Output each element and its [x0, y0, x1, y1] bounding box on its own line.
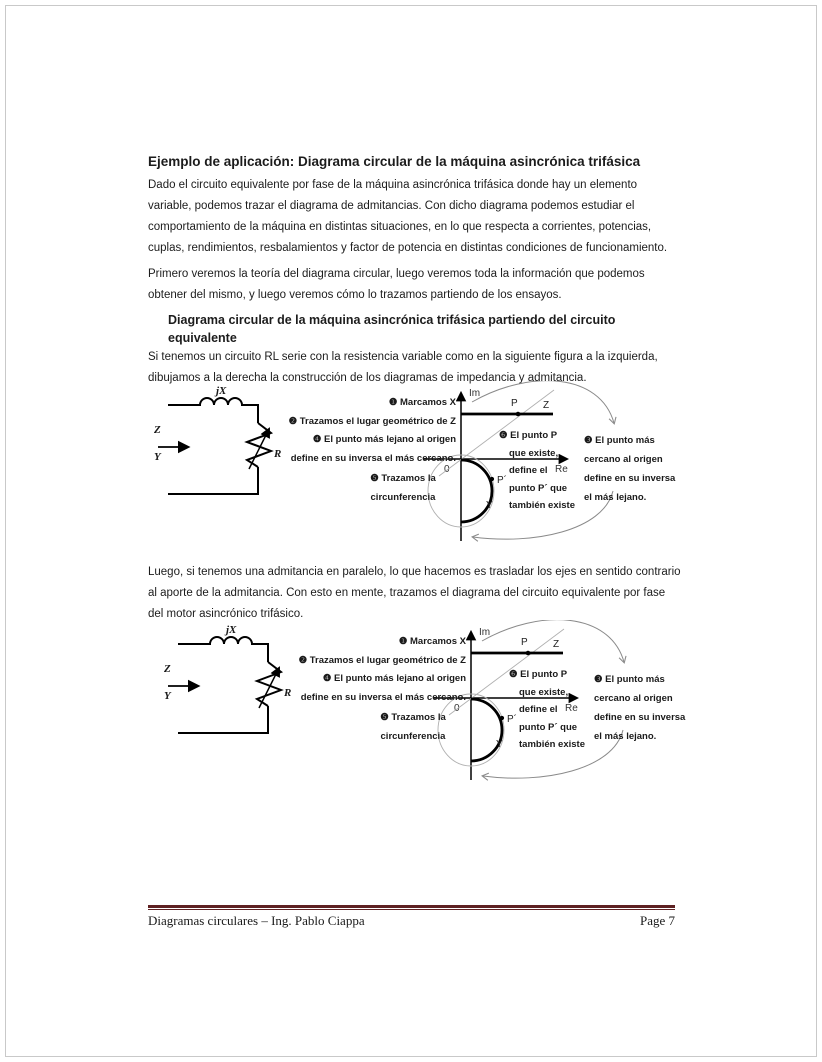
step-1-marcamos-x: ❶ Marcamos X: [398, 636, 466, 647]
variable-resistor-zigzag: [247, 423, 271, 467]
bottom-wire: [178, 706, 268, 733]
resistance-label: R: [274, 448, 282, 460]
rl-circuit: [178, 637, 281, 733]
footer-page-number: Page 7: [639, 913, 675, 928]
paragraph-line: variable, podemos trazar el diagrama de admitancias. Con dicho diagrama podemos estudiar el: [148, 200, 635, 212]
figure-impedance-admittance-2: [158, 620, 706, 800]
step-2-lugar-geometrico: ❷ Trazamos el lugar geométrico de Z: [298, 655, 466, 666]
impedance-label: Z: [164, 663, 171, 675]
paragraph-overview: [148, 264, 645, 306]
paragraph-line: al aporte de la admitancia. Con esto en mente, trazamos el diagrama del circuito equivalente por fase: [148, 587, 666, 599]
paragraph-line: Luego, si tenemos una admitancia en paralelo, lo que hacemos es trasladar los ejes en sentido contrario: [148, 566, 681, 578]
step-4-punto-mas-lejano: ❹ El punto más lejano al origen define en su inversa el más cercano.: [300, 673, 466, 703]
admittance-label: Y: [154, 451, 161, 463]
step-6-punto-p-existe: ❻ El punto P que existe, define el punto P´ que también existe: [509, 669, 585, 750]
paragraph-line: del motor asincrónico trifásico.: [148, 608, 304, 620]
subheading-line: equivalente: [168, 331, 237, 345]
re-axis-label: Re: [555, 464, 568, 475]
inductance-label: jX: [216, 385, 227, 397]
paragraph-line: obtener del mismo, y luego veremos cómo lo trazamos partiendo de los ensayos.: [148, 289, 562, 301]
footer-document-title: Diagramas circulares – Ing. Pablo Ciappa: [148, 913, 365, 928]
paragraph-line: cuplas, rendimientos, resbalamientos y factor de potencia en distintas condiciones de funcionamiento.: [148, 242, 668, 254]
inductor-wire: [168, 398, 258, 423]
paragraph-line: Primero veremos la teoría del diagrama circular, luego veremos toda la información que podemos: [148, 268, 645, 280]
point-p-prime-label: P´: [507, 714, 517, 725]
point-p-prime-label: P´: [497, 475, 507, 486]
footer-rule: [148, 905, 675, 910]
variable-resistor-zigzag: [257, 662, 281, 706]
point-p-prime-dot: [490, 477, 494, 481]
admittance-label: Y: [164, 690, 171, 702]
inductor-wire: [178, 637, 268, 662]
step-6-punto-p-existe: ❻ El punto P que existe, define el punto P´ que también existe: [499, 430, 575, 511]
subheading-line: Diagrama circular de la máquina asincrónica trifásica partiendo del circuito: [168, 313, 616, 327]
z-locus-label: Z: [543, 400, 550, 411]
step-5-trazamos-circunferencia: ❺ Trazamos la circunferencia: [380, 712, 446, 742]
step-5-trazamos-circunferencia: ❺ Trazamos la circunferencia: [370, 473, 436, 503]
y-locus-label: Y: [496, 739, 503, 750]
point-p-dot: [526, 651, 531, 656]
step-3-punto-mas-cercano: ❸ El punto más cercano al origen define en su inversa el más lejano.: [584, 435, 676, 503]
step-3-punto-mas-cercano: ❸ El punto más cercano al origen define en su inversa el más lejano.: [594, 674, 686, 742]
paragraph-line: comportamiento de la máquina en distintas situaciones, en lo que respecta a corrientes, potencias,: [148, 221, 652, 233]
step-4-punto-mas-lejano: ❹ El punto más lejano al origen define en su inversa el más cercano.: [290, 434, 456, 464]
resistance-label: R: [284, 687, 292, 699]
paragraph-line: Si tenemos un circuito RL serie con la resistencia variable como en la siguiente figura a la izquierda,: [148, 351, 658, 363]
rl-circuit: [168, 398, 271, 494]
z-locus-label: Z: [553, 639, 560, 650]
page-title: Ejemplo de aplicación: Diagrama circular de la máquina asincrónica trifásica: [148, 154, 641, 169]
page-footer: [148, 913, 675, 929]
inductance-label: jX: [226, 624, 237, 636]
im-axis-label: Im: [469, 388, 481, 399]
point-p-prime-dot: [500, 716, 504, 720]
impedance-label: Z: [154, 424, 161, 436]
section-subheading: [168, 311, 615, 347]
step-1-marcamos-x: ❶ Marcamos X: [388, 397, 456, 408]
origin-label: 0: [454, 703, 460, 714]
paragraph-admittance-parallel: [148, 562, 681, 625]
point-p-dot: [516, 412, 521, 417]
figure-impedance-admittance-1: [148, 381, 696, 561]
im-axis-label: Im: [479, 627, 491, 638]
paragraph-intro: [148, 175, 667, 259]
step-2-lugar-geometrico: ❷ Trazamos el lugar geométrico de Z: [288, 416, 456, 427]
paragraph-line: dibujamos a la derecha la construcción de los diagramas de impedancia y admitancia.: [148, 372, 587, 384]
point-p-label: P: [521, 637, 528, 648]
point-p-label: P: [511, 398, 518, 409]
re-axis-label: Re: [565, 703, 578, 714]
origin-label: 0: [444, 464, 450, 475]
paragraph-line: Dado el circuito equivalente por fase de la máquina asincrónica trifásica donde hay un elemento: [148, 179, 638, 191]
bottom-wire: [168, 467, 258, 494]
y-locus-label: Y: [486, 500, 493, 511]
